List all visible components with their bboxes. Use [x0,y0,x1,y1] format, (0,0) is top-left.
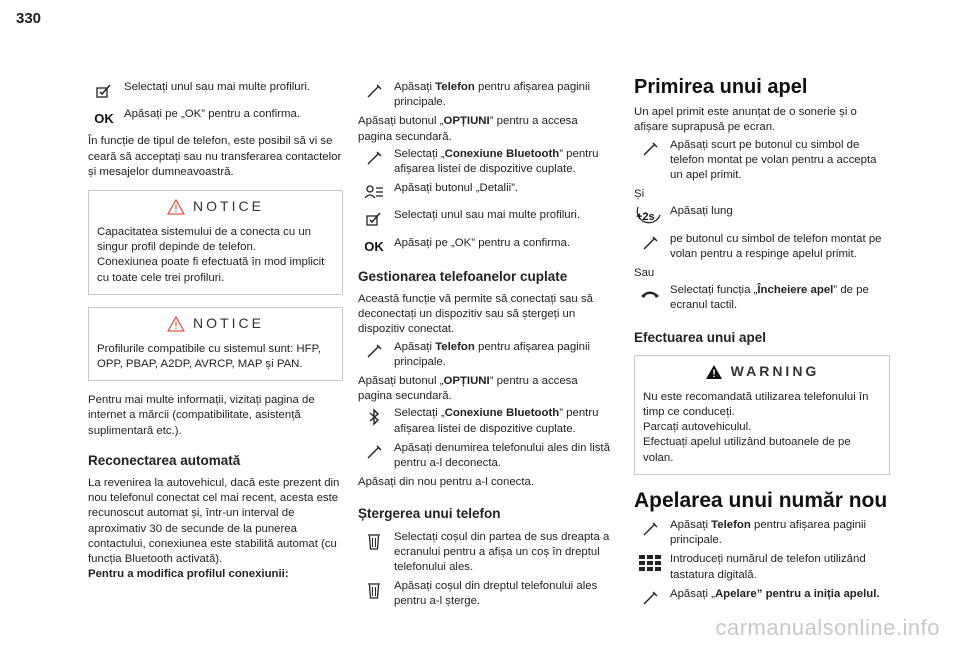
trash-icon [362,581,386,599]
step-end-call: Selectați funcția „Încheiere apel” de pe ecranul tactil. [634,283,890,313]
column-3 [634,76,890,606]
paragraph-reconnect: La revenirea la autovehicul, dacă este prezent din nou telefonul conectat cel mai recent, acesta este recunoscut automat și, într-un interval de aproximativ 30 de secunde de la punerea contactului, conexiunea este stabilită automat (cu funcția Bluetooth activată). [88,477,340,566]
step-confirm-ok: OK Apăsați pe „OK” pentru a confirma. [358,236,610,251]
column-2 [358,80,610,614]
ok-icon: OK [94,110,114,126]
finger-press-icon [362,443,386,461]
warning-text: Parcați autovehiculul. [643,421,752,434]
notice-text: Capacitatea sistemului de a conecta cu un singur profil depinde de telefon. [97,226,312,254]
step-reconnect: Apăsați din nou pentru a-l conecta. [358,476,535,489]
warning-triangle-icon [167,316,185,332]
step-press-telefon: Apăsați Telefon pentru afișarea paginii principale. [358,80,610,110]
paragraph-more-info: Pentru mai multe informații, vizitați pagina de internet a mărcii (compatibilitate, asistență suplimentară etc.). [88,394,315,437]
step-short-press: Apăsați scurt pe butonul cu simbol de telefon montat pe volan pentru a accepta un apel primit. [634,138,890,184]
details-list-icon [362,183,386,201]
step-confirm-ok: OK Apăsați pe „OK” pentru a confirma. [88,107,343,122]
trash-icon [362,532,386,550]
keypad-icon [638,554,662,572]
paragraph-change-profile: Pentru a modifica profilul conexiunii: [88,568,289,581]
step-disconnect: Apăsați denumirea telefonului ales din listă pentru a-l deconecta. [358,441,610,471]
warning-text: Nu este recomandată utilizarea telefonului în timp ce conduceți. [643,390,869,419]
paragraph-incoming-call: Un apel primit este anunțat de o sonerie și o afișare suprapusă pe ecran. [634,106,857,134]
step-select-profiles: Selectați unul sau mai multe profiluri. [88,80,343,95]
warning-header: WARNING [643,364,881,380]
step-details: Apăsați butonul „Detalii”. [358,181,610,196]
notice-text: Conexiunea poate fi efectuată în mod implicit cu toate cele trei profiluri. [97,256,325,284]
warning-box [634,355,890,475]
warning-triangle-icon [705,364,723,380]
warning-triangle-icon [167,199,185,215]
heading-reconnect: Reconectarea automată [88,452,241,468]
step-press-telefon: Apăsați Telefon pentru afișarea paginii principale. [358,340,610,370]
warning-text: Efectuați apelul utilizând butoanele de pe volan. [643,436,851,464]
step-bluetooth-connection: Selectați „Conexiune Bluetooth” pentru afișarea listei de dispozitive cuplate. [358,406,610,436]
step-select-profiles: Selectați unul sau mai multe profiluri. [358,208,610,223]
step-select-trash: Selectați coșul din partea de sus dreapta a ecranului pentru a afișa un coș în dreptul telefonului ales. [358,530,610,576]
hang-up-icon [638,285,662,303]
finger-press-icon [362,342,386,360]
notice-box-1 [88,190,343,295]
text-and: Și [634,188,645,201]
finger-press-icon [362,149,386,167]
step-long-press: +2s Apăsați lung [636,205,733,224]
heading-dial-new-number: Apelarea unui număr nou [634,488,888,512]
heading-manage-phones: Gestionarea telefoanelor cuplate [358,268,568,284]
step-keypad: Introduceți numărul de telefon utilizând tastatura digitală. [634,552,890,582]
step-call: Apăsați „Apelare” pentru a iniția apelul. [634,587,890,602]
step-press-telefon: Apăsați Telefon pentru afișarea paginii principale. [634,518,890,548]
page-number: 330 [16,10,42,27]
step-press-trash: Apăsați coșul din dreptul telefonului ales pentru a-l șterge. [358,579,610,609]
step-options: Apăsați butonul „OPȚIUNI” pentru a accesa pagina secundară. [358,375,578,403]
finger-press-icon [638,520,662,538]
heading-receive-call: Primirea unui apel [634,76,808,98]
finger-press-icon [638,234,662,252]
finger-press-icon [638,589,662,607]
finger-press-icon [638,140,662,158]
notice-header: NOTICE [97,199,334,215]
column-1 [88,80,343,590]
long-press-icon [634,206,664,224]
notice-header: NOTICE [97,316,334,332]
step-bluetooth-connection: Selectați „Conexiune Bluetooth” pentru afișarea listei de dispozitive cuplate. [358,147,610,177]
paragraph-contact-transfer: În funcție de tipul de telefon, este posibil să vi se ceară să acceptați sau nu transferarea contactelor și mesajelor dumneavoastră. [88,135,342,178]
ok-icon: OK [364,239,384,255]
paragraph-manage-phones: Această funcție vă permite să conectați sau să deconectați un dispozitiv sau să ștergeți un dispozitiv conectat. [358,293,593,336]
text-or: Sau [634,267,655,280]
checkbox-pen-icon [362,210,386,228]
notice-box-2 [88,307,343,381]
step-options: Apăsați butonul „OPȚIUNI” pentru a accesa pagina secundară. [358,115,578,143]
finger-press-icon [362,82,386,100]
checkbox-pen-icon [92,82,116,100]
watermark: carmanualsonline.info [715,615,940,640]
bluetooth-icon [362,408,386,426]
plus-2s-label: +2s [636,211,655,224]
heading-make-call: Efectuarea unui apel [634,329,767,345]
heading-delete-phone: Ștergerea unui telefon [358,506,501,522]
step-reject: pe butonul cu simbol de telefon montat pe volan pentru a respinge apelul primit. [634,232,890,262]
notice-text: Profilurile compatibile cu sistemul sunt: HFP, OPP, PBAP, A2DP, AVRCP, MAP și PAN. [97,342,321,371]
